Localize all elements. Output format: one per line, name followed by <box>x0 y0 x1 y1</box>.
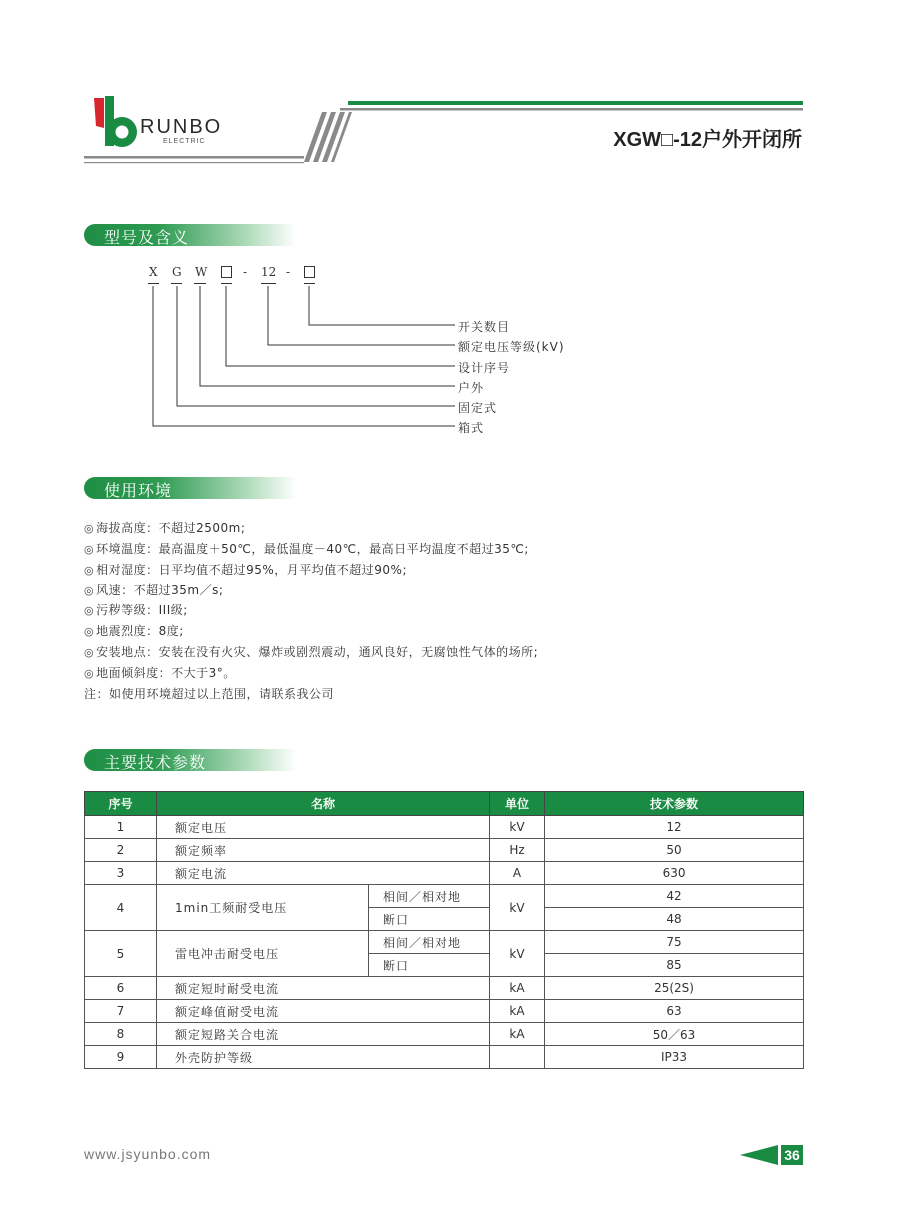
cell-unit: Hz <box>490 839 545 862</box>
cell-value: IP33 <box>545 1046 804 1069</box>
bullet-icon: ◎ <box>84 667 95 680</box>
cell-no: 8 <box>85 1023 157 1046</box>
cell-subname: 相间／相对地 <box>369 885 490 908</box>
page-title: XGW□-12户外开闭所 <box>613 129 802 151</box>
env-item-slope: ◎ 地面倾斜度：不大于3°。 <box>84 666 236 680</box>
section-title-specs: 主要技术参数 <box>104 753 207 772</box>
env-item-temperature: ◎ 环境温度：最高温度＋50℃，最低温度－40℃，最高日平均温度不超过35℃; <box>84 542 529 556</box>
model-code-leader-lines <box>0 0 899 440</box>
bullet-icon: ◎ <box>84 564 95 577</box>
cell-no: 6 <box>85 977 157 1000</box>
code-letter-w: W <box>195 265 208 279</box>
cell-no: 5 <box>85 931 157 977</box>
section-title-environment: 使用环境 <box>104 481 173 500</box>
page-number: 36 <box>781 1145 803 1165</box>
code-letter-g: G <box>172 265 182 279</box>
cell-value: 63 <box>545 1000 804 1023</box>
legend-outdoor: 户外 <box>458 381 485 395</box>
table-header-row <box>85 792 804 816</box>
env-note: 注：如使用环境超过以上范围，请联系我公司 <box>84 687 335 701</box>
cell-name: 额定峰值耐受电流 <box>157 1000 490 1023</box>
cell-value: 75 <box>545 931 804 954</box>
bullet-icon: ◎ <box>84 646 95 659</box>
cell-subname: 断口 <box>369 954 490 977</box>
bullet-icon: ◎ <box>84 543 95 556</box>
bullet-icon: ◎ <box>84 522 95 535</box>
cell-value: 48 <box>545 908 804 931</box>
table-row <box>85 839 804 862</box>
cell-name: 额定短路关合电流 <box>157 1023 490 1046</box>
section-header-environment <box>84 477 296 499</box>
cell-unit: kV <box>490 885 545 931</box>
env-item-wind: ◎ 风速：不超过35m／s; <box>84 583 224 597</box>
cell-name: 额定频率 <box>157 839 490 862</box>
cell-value: 630 <box>545 862 804 885</box>
col-header-no: 序号 <box>85 792 157 816</box>
legend-fixed: 固定式 <box>458 401 498 415</box>
cell-subname: 断口 <box>369 908 490 931</box>
table-row <box>85 1046 804 1069</box>
code-dash-1: - <box>243 265 248 279</box>
cell-name: 外壳防护等级 <box>157 1046 490 1069</box>
cell-unit <box>490 1046 545 1069</box>
env-item-location: ◎ 安装地点：安装在没有火灾、爆炸或剧烈震动，通风良好，无腐蚀性气体的场所; <box>84 645 539 659</box>
cell-value: 12 <box>545 816 804 839</box>
cell-no: 4 <box>85 885 157 931</box>
code-voltage: 12 <box>261 265 277 279</box>
cell-subname: 相间／相对地 <box>369 931 490 954</box>
table-row <box>85 931 804 954</box>
brand-subtitle: ELECTRIC <box>163 138 206 145</box>
env-item-humidity: ◎ 相对湿度：日平均值不超过95%，月平均值不超过90%; <box>84 563 407 577</box>
env-item-seismic: ◎ 地震烈度：8度; <box>84 624 184 638</box>
table-row <box>85 816 804 839</box>
cell-name: 额定短时耐受电流 <box>157 977 490 1000</box>
cell-value: 42 <box>545 885 804 908</box>
cell-unit: kV <box>490 931 545 977</box>
bullet-icon: ◎ <box>84 604 95 617</box>
col-header-value: 技术参数 <box>545 792 804 816</box>
table-row <box>85 862 804 885</box>
table-row <box>85 1023 804 1046</box>
env-item-pollution: ◎ 污秽等级：III级; <box>84 603 188 617</box>
legend-box-type: 箱式 <box>458 421 485 435</box>
page-arrow-icon <box>740 1143 780 1167</box>
cell-value: 85 <box>545 954 804 977</box>
brand-name: RUNBO <box>140 116 223 138</box>
cell-unit: A <box>490 862 545 885</box>
bullet-icon: ◎ <box>84 625 95 638</box>
bullet-icon: ◎ <box>84 584 95 597</box>
cell-name: 额定电流 <box>157 862 490 885</box>
cell-unit: kV <box>490 816 545 839</box>
cell-no: 3 <box>85 862 157 885</box>
cell-value: 50 <box>545 839 804 862</box>
cell-no: 9 <box>85 1046 157 1069</box>
cell-name: 1min工频耐受电压 <box>157 885 369 931</box>
code-dash-2: - <box>286 265 291 279</box>
section-title-model: 型号及含义 <box>104 228 190 247</box>
table-row <box>85 977 804 1000</box>
cell-value: 25(2S) <box>545 977 804 1000</box>
cell-no: 7 <box>85 1000 157 1023</box>
cell-name: 额定电压 <box>157 816 490 839</box>
col-header-unit: 单位 <box>490 792 545 816</box>
cell-value: 50／63 <box>545 1023 804 1046</box>
code-letter-x: X <box>149 265 158 279</box>
spec-table <box>84 791 804 1069</box>
cell-no: 2 <box>85 839 157 862</box>
legend-rated-voltage: 额定电压等级(kV) <box>458 340 565 354</box>
table-row <box>85 1000 804 1023</box>
cell-no: 1 <box>85 816 157 839</box>
col-header-name: 名称 <box>157 792 490 816</box>
footer-url: www.jsyunbo.com <box>84 1146 212 1162</box>
table-row <box>85 885 804 908</box>
cell-unit: kA <box>490 1000 545 1023</box>
env-item-altitude: ◎ 海拔高度：不超过2500m; <box>84 521 246 535</box>
legend-design-no: 设计序号 <box>458 361 511 375</box>
section-header-specs <box>84 749 296 771</box>
legend-switch-count: 开关数目 <box>458 320 511 334</box>
cell-unit: kA <box>490 977 545 1000</box>
cell-name: 雷电冲击耐受电压 <box>157 931 369 977</box>
cell-unit: kA <box>490 1023 545 1046</box>
